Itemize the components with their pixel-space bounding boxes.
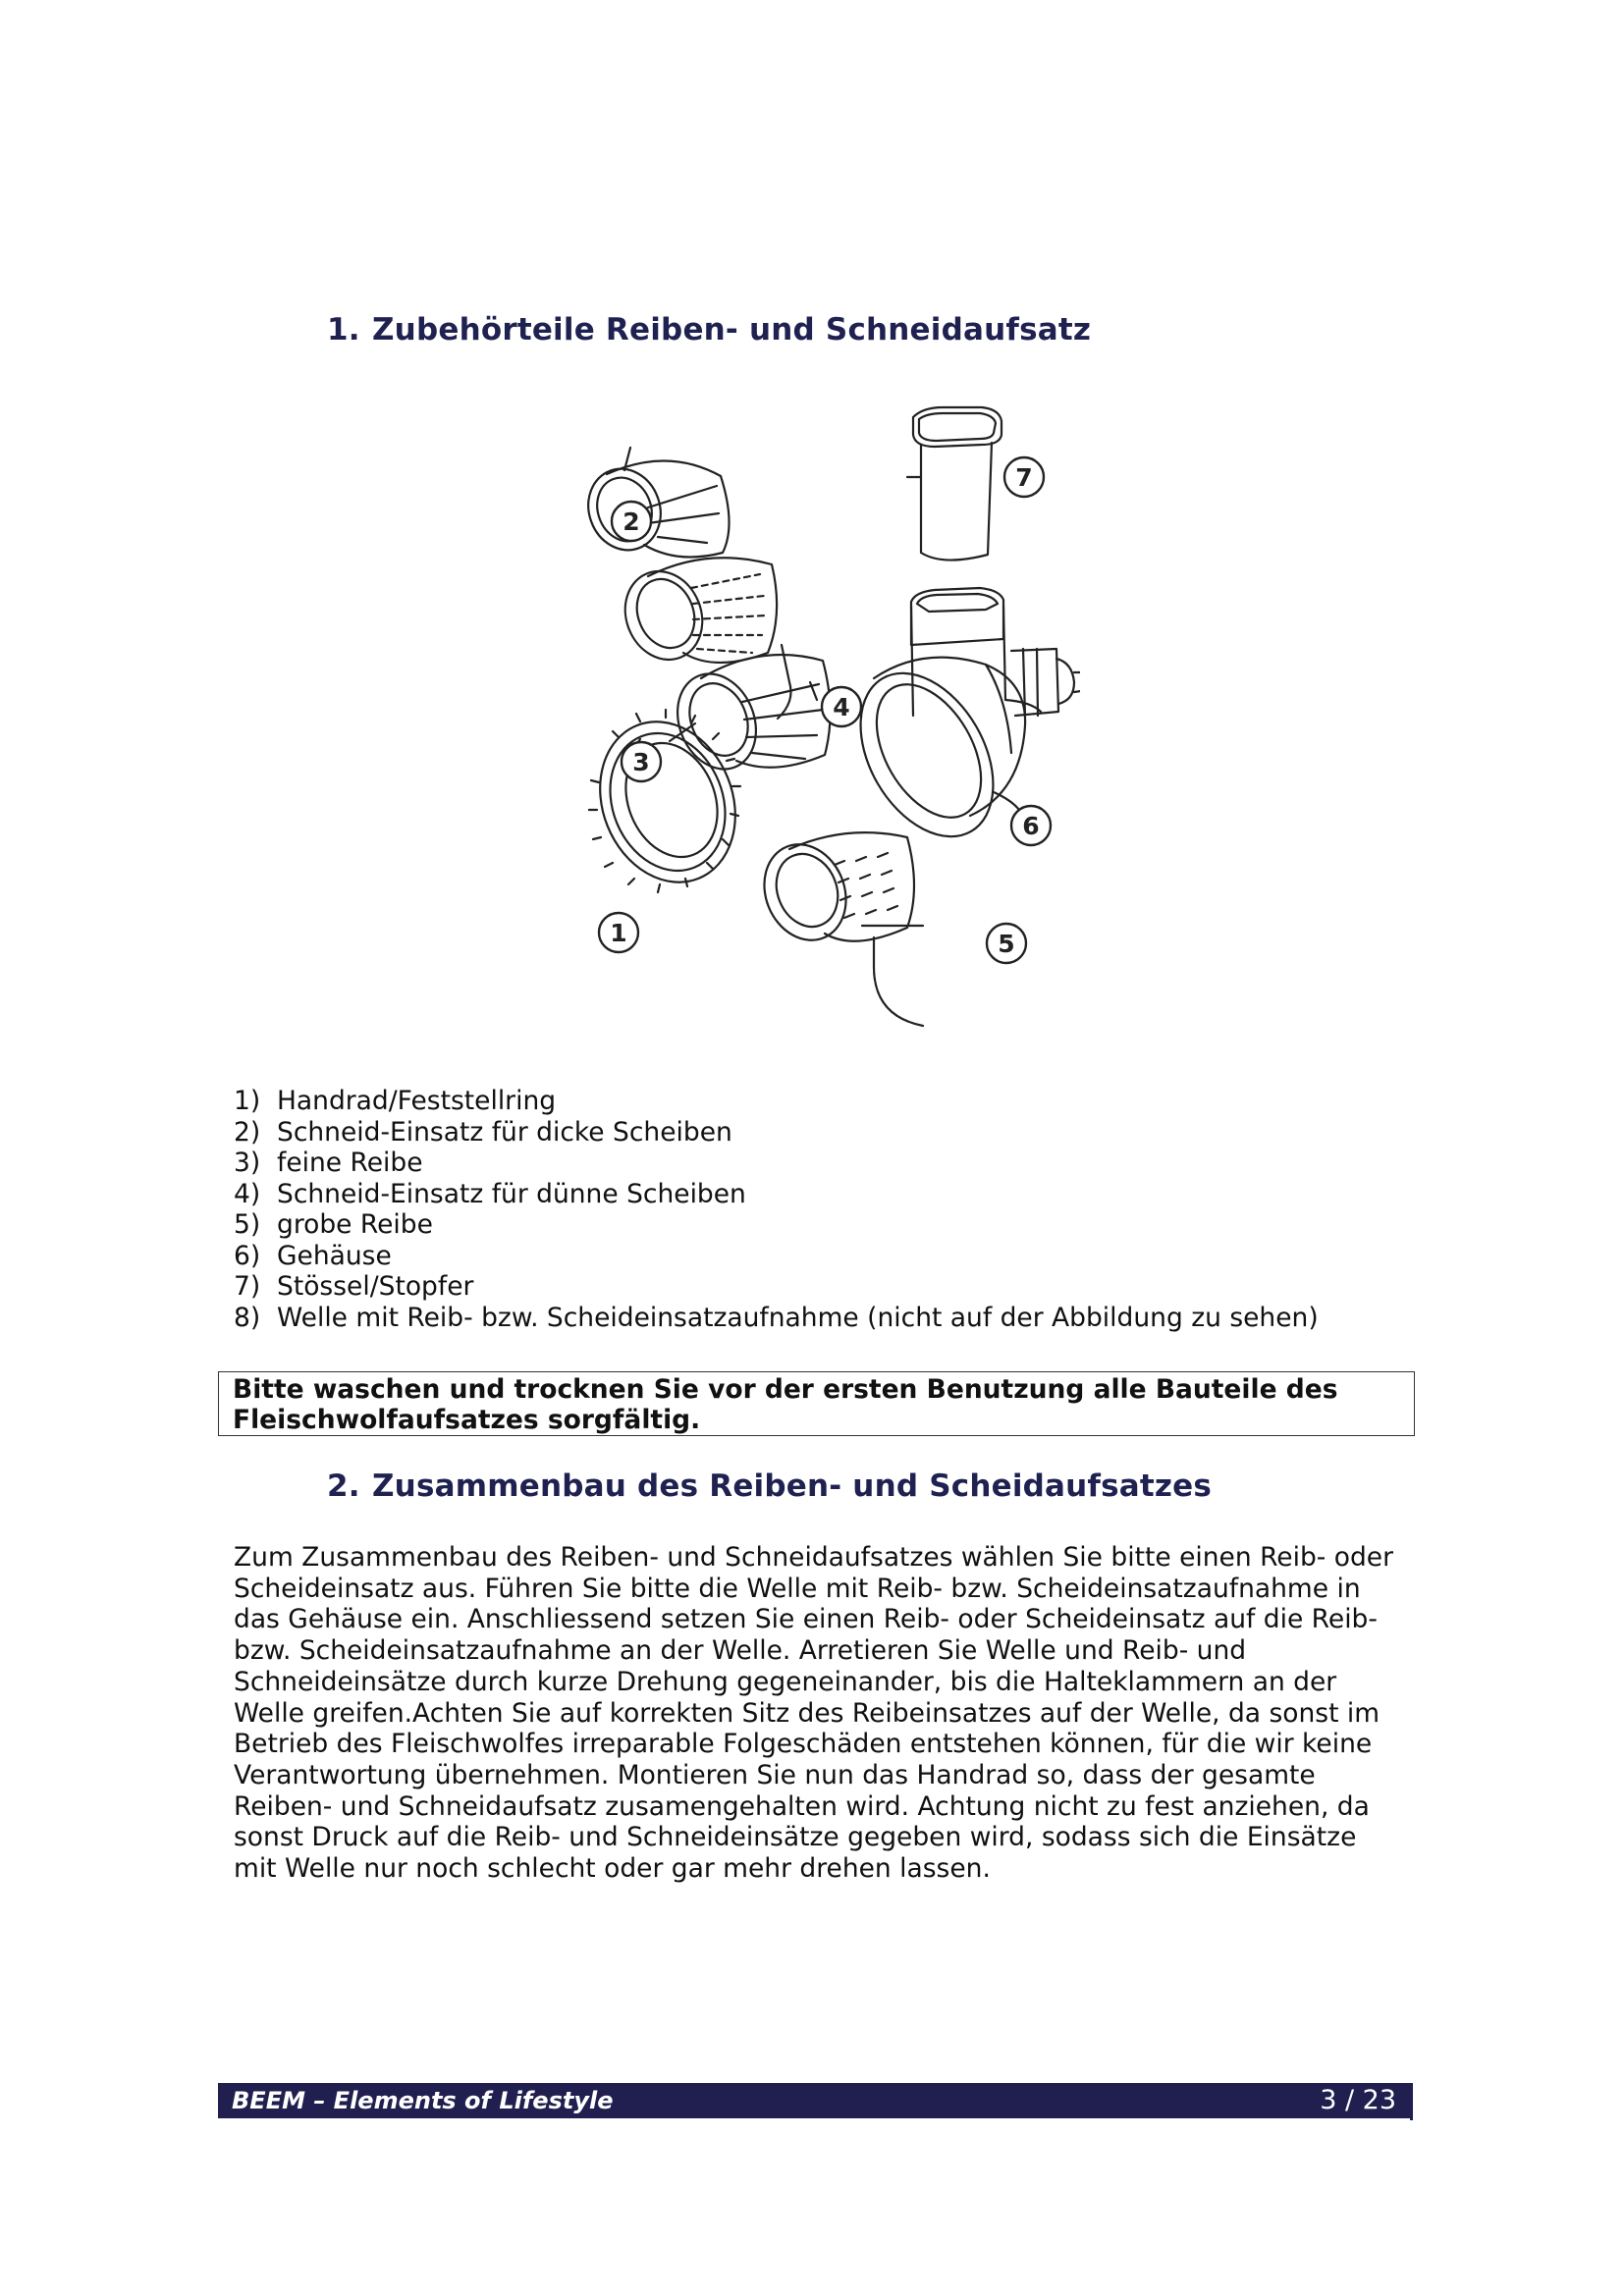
section-1-title: Zubehörteile Reiben- und Schneidaufsatz [372,312,1092,347]
page-number: 3 / 23 [1320,2085,1396,2115]
parts-list-item: 3) feine Reibe [234,1148,423,1178]
callout-6-label: 6 [1022,812,1040,840]
footer-brand: BEEM – Elements of Lifestyle [232,2087,614,2114]
part-3-fine-grater [613,558,778,671]
section-2-number: 2. [327,1468,360,1504]
paragraph-line: mit Welle nur noch schlecht oder gar mehr drehen lassen. [234,1853,991,1885]
parts-list-item: 8) Welle mit Reib- bzw. Scheideinsatzaufnahme (nicht auf der Abbildung zu sehen) [234,1302,1319,1333]
paragraph-line: das Gehäuse ein. Anschliessend setzen Sie einen Reib- oder Scheideinsatz auf die Reib- [234,1604,1378,1635]
paragraph-line: Zum Zusammenbau des Reiben- und Schneidaufsatzes wählen Sie bitte einen Reib- oder [234,1542,1393,1573]
parts-list-item: 4) Schneid-Einsatz für dünne Scheiben [234,1178,746,1209]
parts-list-item: 2) Schneid-Einsatz für dicke Scheiben [234,1116,732,1148]
paragraph-line: Schneideinsätze durch kurze Drehung gegeneinander, bis die Halteklammern an der [234,1666,1337,1697]
part-5-coarse-grater [750,832,914,953]
page-footer [218,2083,1410,2118]
callout-2-label: 2 [623,507,640,536]
callout-4-label: 4 [833,693,850,721]
paragraph-line: sonst Druck auf die Reib- und Schneideinsätze gegeben wird, sodass sich die Einsätze [234,1822,1357,1853]
cleaning-note-line-1: Bitte waschen und trocknen Sie vor der ersten Benutzung alle Bauteile des [233,1374,1338,1405]
paragraph-line: Betrieb des Fleischwolfes irreparable Folgeschäden entstehen können, für die wir keine [234,1729,1373,1760]
paragraph-line: Verantwortung übernehmen. Montieren Sie nun das Handrad so, dass der gesamte [234,1759,1316,1790]
footer-divider [1410,2083,1413,2120]
part-2-thick-slicer [577,458,730,561]
parts-list-item: 7) Stössel/Stopfer [234,1271,474,1302]
assembly-instructions [234,1542,1422,1885]
paragraph-line: Reiben- und Schneidaufsatz zusamengehalten wird. Achtung nicht zu fest anziehen, da [234,1790,1370,1822]
section-1-number: 1. [327,312,360,347]
part-7-pusher [913,407,1001,561]
cleaning-note-line-2: Fleischwolfaufsatzes sorgfältig. [233,1405,701,1435]
part-4-thin-slicer [664,655,831,781]
section-2-title: Zusammenbau des Reiben- und Scheidaufsatzes [372,1468,1213,1504]
parts-list-item: 1) Handrad/Feststellring [234,1086,557,1116]
section-2-heading [327,1468,1212,1504]
callout-7-label: 7 [1015,463,1033,492]
paragraph-line: Welle greifen.Achten Sie auf korrekten Sitz des Reibeinsatzes auf der Welle, da sonst im [234,1697,1380,1729]
parts-list [234,1086,1319,1333]
callout-5-label: 5 [998,930,1015,958]
parts-exploded-diagram [550,388,1080,1050]
parts-list-item: 6) Gehäuse [234,1240,392,1271]
paragraph-line: bzw. Scheideinsatzaufnahme an der Welle. Arretieren Sie Welle und Reib- und [234,1635,1247,1667]
parts-list-item: 5) grobe Reibe [234,1209,433,1240]
paragraph-line: Scheideinsatz aus. Führen Sie bitte die Welle mit Reib- bzw. Scheideinsatzaufnahme in [234,1573,1361,1604]
section-1-heading [327,312,1091,347]
part-1-handwheel-ring [576,701,758,902]
callout-1-label: 1 [610,919,627,947]
cleaning-note-box [218,1371,1415,1436]
callout-3-label: 3 [632,748,650,776]
